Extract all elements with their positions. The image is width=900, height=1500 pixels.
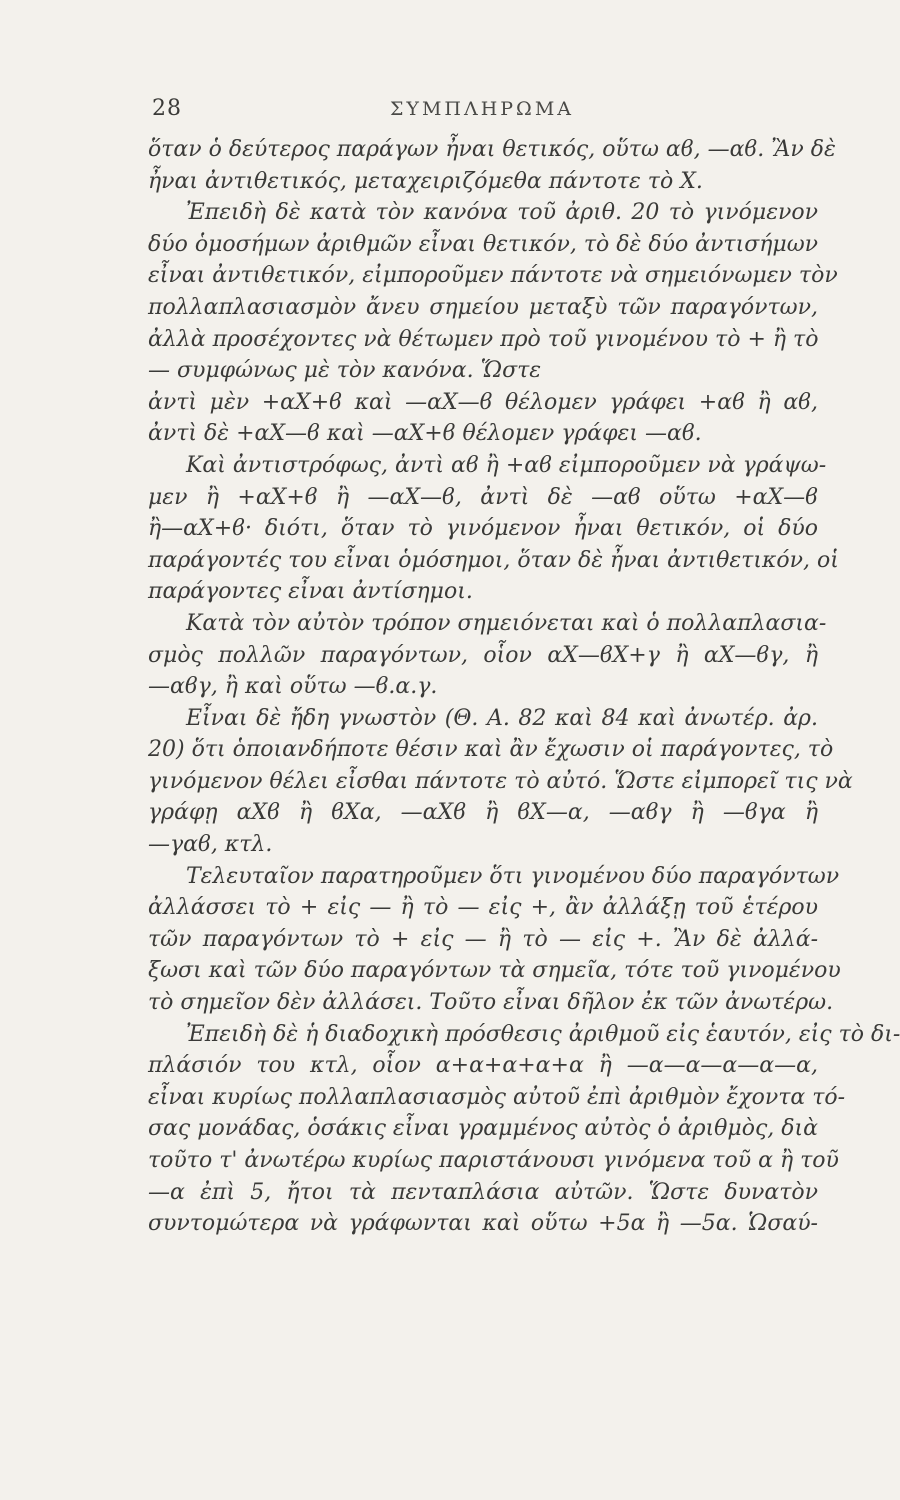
text-line: Τελευταῖον παρατηροῦμεν ὅτι γινομένου δύο παραγόντων	[186, 863, 840, 889]
text-line: γινόμενον θέλει εἶσθαι πάντοτε τὸ αὐτό. Ὥστε εἰμπορεῖ τις νὰ	[148, 768, 853, 794]
text-line: ἀντὶ μὲν +αX+ϐ καὶ —αX—ϐ θέλομεν γράφει +αϐ ἢ αϐ,	[148, 389, 818, 415]
text-line: ὅταν ὁ δεύτερος παράγων ἦναι θετικός, οὕτω αϐ, —αϐ. Ἂν δὲ	[148, 137, 836, 162]
text-line: 20) ὅτι ὁποιανδήποτε θέσιν καὶ ἂν ἔχωσιν οἱ παράγοντες, τὸ	[148, 737, 834, 763]
running-title: ΣΥΜΠΛΗΡΩΜΑ	[389, 98, 574, 120]
text-line: εἶναι κυρίως πολλαπλασιασμὸς αὐτοῦ ἐπὶ ἀριθμὸν ἔχοντα τό-	[148, 1084, 846, 1110]
text-line: Κατὰ τὸν αὐτὸν τρόπον σημειόνεται καὶ ὁ πολλαπλασια-	[186, 610, 827, 636]
text-line: —αϐγ, ἢ καὶ οὕτω —ϐ.α.γ.	[148, 674, 438, 700]
text-line: παράγοντες εἶναι ἀντίσημοι.	[148, 579, 473, 605]
page-number: 28	[152, 96, 182, 121]
text-line: —γαϐ, κτλ.	[148, 832, 273, 858]
text-line: σας μονάδας, ὁσάκις εἶναι γραμμένος αὐτὸς ὁ ἀριθμὸς, διὰ	[148, 1116, 818, 1142]
text-line: τὸ σημεῖον δὲν ἀλλάσει. Τοῦτο εἶναι δῆλον ἐκ τῶν ἀνωτέρω.	[148, 990, 834, 1016]
text-line: πολλαπλασιασμὸν ἄνευ σημείου μεταξὺ τῶν παραγόντων,	[148, 294, 818, 320]
text-line: πλάσιόν του κτλ, οἷον α+α+α+α+α ἢ —α—α—α—α—α,	[148, 1053, 818, 1079]
text-line: τῶν παραγόντων τὸ + εἰς — ἢ τὸ — εἰς +. Ἂν δὲ ἀλλά-	[148, 926, 818, 952]
text-line: εἶναι ἀντιθετικόν, εἰμποροῦμεν πάντοτε νὰ σημειόνωμεν τὸν	[148, 263, 838, 289]
text-line: σμὸς πολλῶν παραγόντων, οἷον αX—ϐX+γ ἢ αX—ϐγ, ἢ	[148, 642, 818, 668]
text-line: συντομώτερα νὰ γράφωνται καὶ οὕτω +5α ἢ —5α. Ὡσαύ-	[148, 1211, 818, 1237]
text-line: τοῦτο τ' ἀνωτέρω κυρίως παριστάνουσι γινόμενα τοῦ α ἢ τοῦ	[148, 1148, 839, 1173]
text-line: —α ἐπὶ 5, ἤτοι τὰ πενταπλάσια αὐτῶν. Ὥστε δυνατὸν	[148, 1179, 818, 1205]
text-line: ἀλλάσσει τὸ + εἰς — ἢ τὸ — εἰς +, ἂν ἀλλάξῃ τοῦ ἑτέρου	[148, 895, 818, 921]
text-line: ἢ—αX+ϐ· διότι, ὅταν τὸ γινόμενον ἦναι θετικόν, οἱ δύο	[148, 516, 818, 542]
text-line: — συμφώνως μὲ τὸν κανόνα. Ὥστε	[148, 358, 542, 384]
text-line: δύο ὁμοσήμων ἀριθμῶν εἶναι θετικόν, τὸ δὲ δύο ἀντισήμων	[148, 231, 819, 257]
text-line: ἀντὶ δὲ +αX—ϐ καὶ —αX+ϐ θέλομεν γράφει —αϐ.	[148, 421, 702, 447]
text-line: παράγοντές του εἶναι ὁμόσημοι, ὅταν δὲ ἦναι ἀντιθετικόν, οἱ	[148, 547, 839, 573]
text-line: Εἶναι δὲ ἤδη γνωστὸν (Θ. Α. 82 καὶ 84 καὶ ἀνωτέρ. ἀρ.	[186, 705, 818, 731]
body-text	[148, 134, 900, 1240]
text-line: Ἐπειδὴ δὲ κατὰ τὸν κανόνα τοῦ ἀριθ. 20 τὸ γινόμενον	[186, 200, 818, 226]
text-line: ἀλλὰ προσέχοντες νὰ θέτωμεν πρὸ τοῦ γινομένου τὸ + ἢ τὸ	[148, 326, 819, 352]
text-line: γράφῃ αXϐ ἢ ϐXα, —αXϐ ἢ ϐX—α, —αϐγ ἢ —ϐγα ἢ	[148, 800, 818, 826]
text-line: ἦναι ἀντιθετικός, μεταχειριζόμεθα πάντοτε τὸ X.	[148, 168, 703, 194]
text-line: Ἐπειδὴ δὲ ἡ διαδοχικὴ πρόσθεσις ἀριθμοῦ εἰς ἑαυτόν, εἰς τὸ δι-	[186, 1021, 900, 1047]
text-line: ξωσι καὶ τῶν δύο παραγόντων τὰ σημεῖα, τότε τοῦ γινομένου	[148, 958, 841, 984]
text-line: μεν ἢ +αX+ϐ ἢ —αX—ϐ, ἀντὶ δὲ —αϐ οὕτω +αX—ϐ	[148, 484, 818, 510]
page-header	[152, 96, 812, 126]
text-line: Καὶ ἀντιστρόφως, ἀντὶ αϐ ἢ +αϐ εἰμποροῦμεν νὰ γράψω-	[186, 452, 827, 478]
